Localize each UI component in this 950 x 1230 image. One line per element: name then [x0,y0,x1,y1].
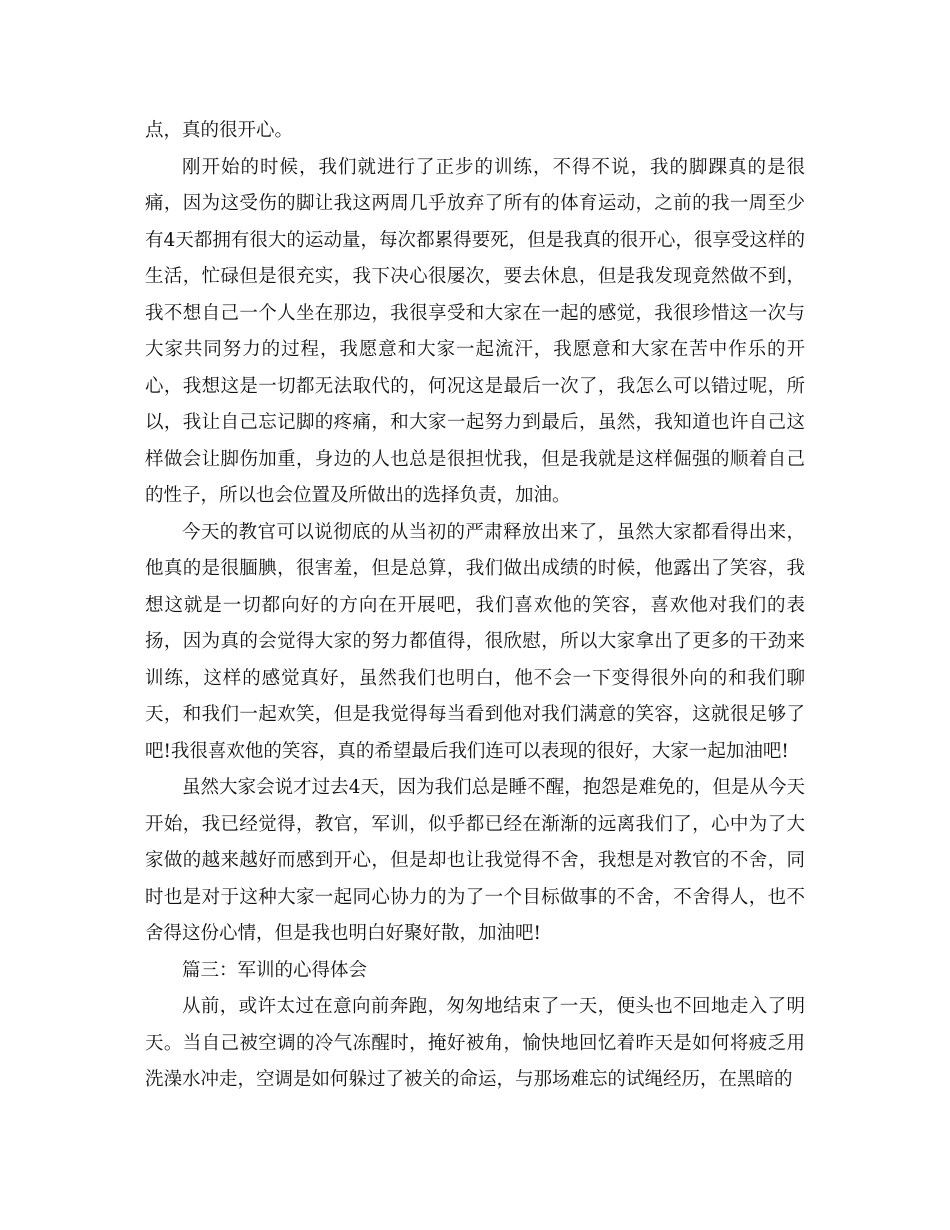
section-heading: 篇三：军训的心得体会 [182,959,368,981]
paragraph-4: 虽然大家会说才过去4天，因为我们总是睡不醒，抱怨是难免的，但是从今天开始，我已经觉得，教官，军训，似乎都已经在渐渐的远离我们了，心中为了大家做的越来越好而感到开心，但是却也让我觉得不舍，我想是对教官的不舍，同时也是对于这种大家一起同心协力的为了一个目标做事的不舍，不舍得人，也不舍得这份心情，但是我也明白好聚好散，加油吧! [145,777,805,944]
paragraph-5: 从前，或许太过在意向前奔跑，匆匆地结束了一天，便头也不回地走入了明天。当自己被空调的冷气冻醒时，掩好被角，愉快地回忆着昨天是如何将疲乏用洗澡水冲走，空调是如何躲过了被关的命运，与那场难忘的试绳经历，在黑暗的 [145,996,805,1090]
document-body [145,113,805,1099]
paragraph-2: 刚开始的时候，我们就进行了正步的训练，不得不说，我的脚踝真的是很痛，因为这受伤的脚让我这两周几乎放弃了所有的体育运动，之前的我一周至少有4天都拥有很大的运动量，每次都累得要死，但是我真的很开心，很享受这样的生活，忙碌但是很充实，我下决心很屡次，要去休息，但是我发现竟然做不到，我不想自己一个人坐在那边，我很享受和大家在一起的感觉，我很珍惜这一次与大家共同努力的过程，我愿意和大家一起流汗，我愿意和大家在苦中作乐的开心，我想这是一切都无法取代的，何况这是最后一次了，我怎么可以错过呢，所以，我让自己忘记脚的疼痛，和大家一起努力到最后，虽然，我知道也许自己这样做会让脚伤加重，身边的人也总是很担忧我，但是我就是这样倔强的顺着自己的性子，所以也会位置及所做出的选择负责，加油。 [145,156,805,506]
paragraph-3: 今天的教官可以说彻底的从当初的严肃释放出来了，虽然大家都看得出来，他真的是很腼腆，很害羞，但是总算，我们做出成绩的时候，他露出了笑容，我想这就是一切都向好的方向在开展吧，我们喜欢他的笑容，喜欢他对我们的表扬，因为真的会觉得大家的努力都值得，很欣慰，所以大家拿出了更多的干劲来训练，这样的感觉真好，虽然我们也明白，他不会一下变得很外向的和我们聊天，和我们一起欢笑，但是我觉得每当看到他对我们满意的笑容，这就很足够了吧!我很喜欢他的笑容，真的希望最后我们连可以表现的很好，大家一起加油吧! [145,521,805,762]
paragraph-1: 点，真的很开心。 [145,120,294,141]
